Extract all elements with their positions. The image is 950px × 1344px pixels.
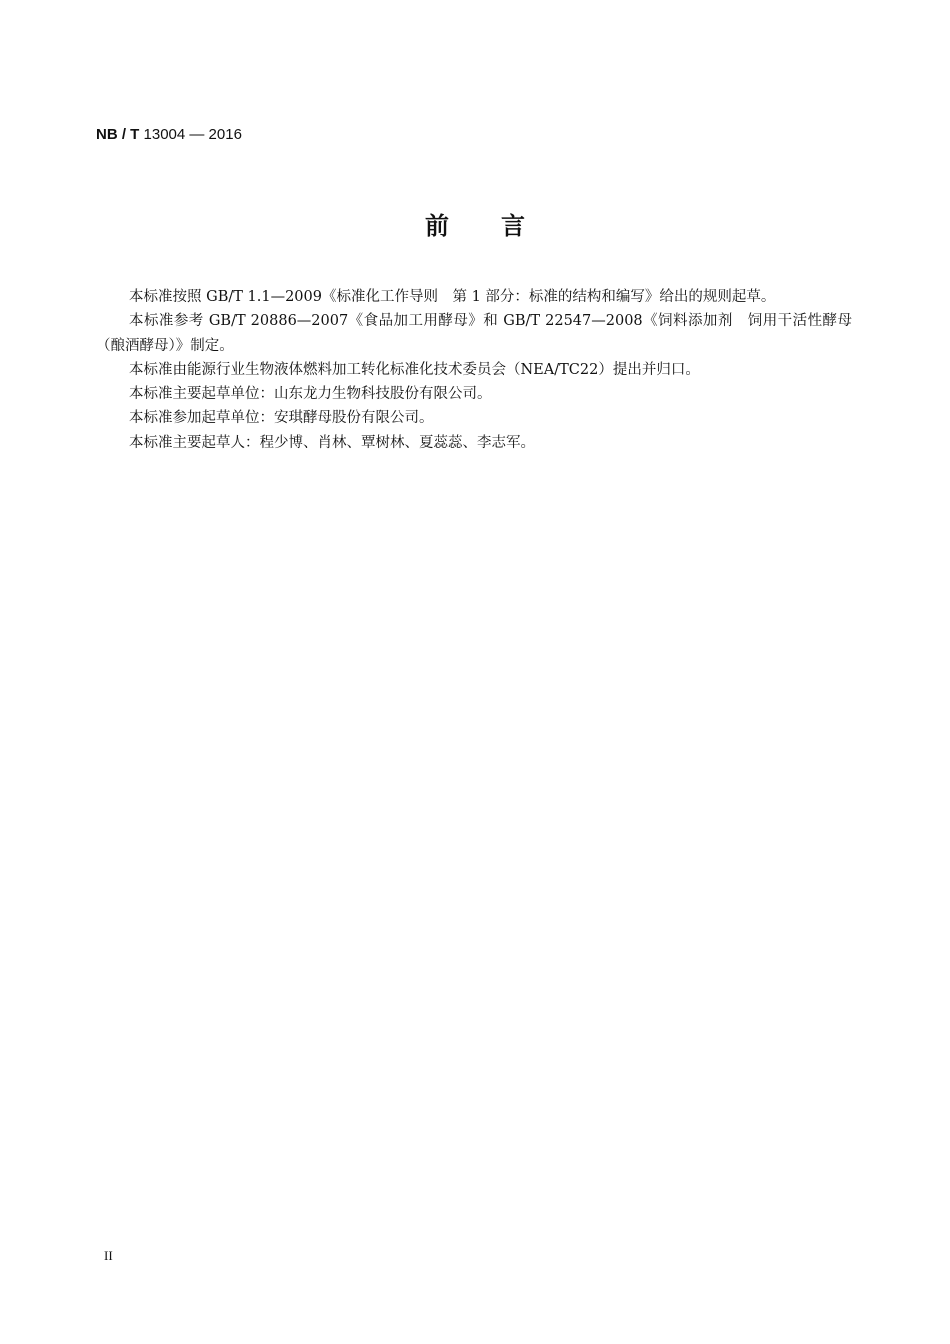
paragraph-participating-unit: 本标准参加起草单位：安琪酵母股份有限公司。 <box>129 410 434 427</box>
standard-code: NB / T <box>96 126 140 143</box>
paragraph-references: 本标准参考 GB/T 20886—2007《食品加工用酵母》和 GB/T 22547—2008《饲料添加剂 饲用干活性酵母（酿酒酵母）》制定。 <box>96 313 852 354</box>
standard-number: 13004 — 2016 <box>143 126 242 143</box>
page-number: II <box>104 1248 113 1263</box>
paragraph-drafting-rules: 本标准按照 GB/T 1.1—2009《标准化工作导则 第 1 部分：标准的结构和编写》给出的规则起草。 <box>129 289 776 305</box>
document-header <box>96 126 242 143</box>
paragraph-main-drafters: 本标准主要起草人：程少博、肖林、覃树林、夏蕊蕊、李志军。 <box>129 434 535 451</box>
page-title: 前言 <box>425 212 577 240</box>
foreword-body <box>96 285 852 455</box>
paragraph-proposer: 本标准由能源行业生物液体燃料加工转化标准化技术委员会（NEA/TC22）提出并归口。 <box>129 361 700 378</box>
paragraph-main-drafting-unit: 本标准主要起草单位：山东龙力生物科技股份有限公司。 <box>129 386 492 403</box>
